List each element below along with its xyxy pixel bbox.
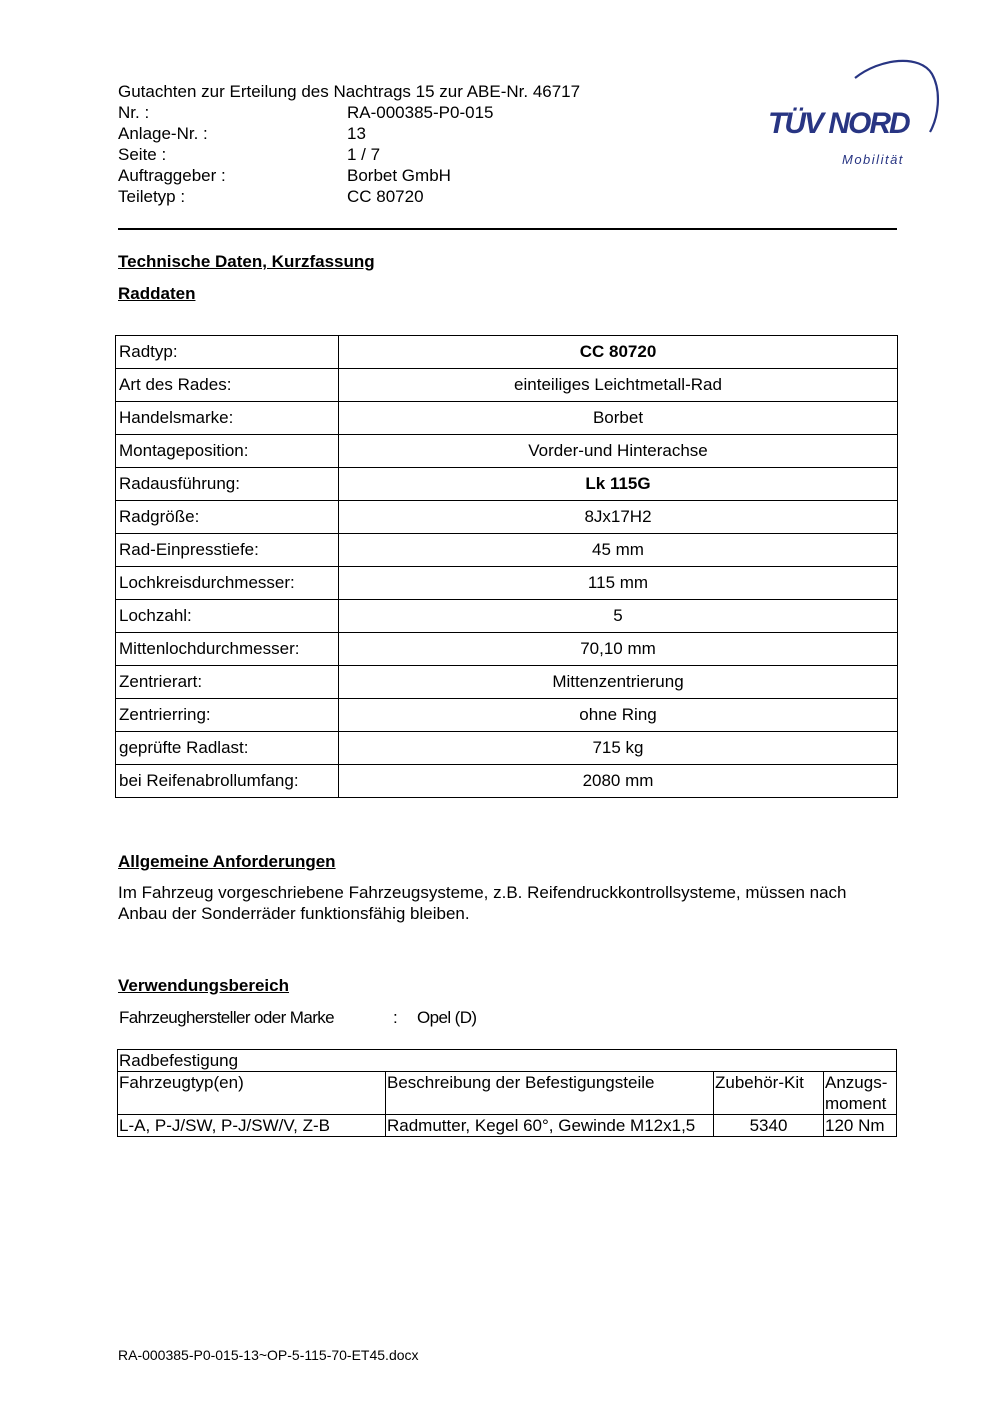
table-row [116, 765, 898, 798]
manufacturer-line [119, 1008, 476, 1028]
row-value: 45 mm [339, 534, 898, 567]
row-label: Montageposition: [116, 435, 339, 468]
header-value: 13 [347, 124, 366, 143]
header-value: Borbet GmbH [347, 166, 451, 185]
table-cell: 5340 [714, 1115, 824, 1137]
row-label: Radtyp: [116, 336, 339, 369]
column-header: Fahrzeugtyp(en) [118, 1072, 386, 1115]
logo-subtitle: Mobilität [842, 152, 904, 167]
table-row [116, 501, 898, 534]
row-value: 715 kg [339, 732, 898, 765]
header-label: Nr. : [118, 103, 150, 122]
row-value: Mittenzentrierung [339, 666, 898, 699]
row-value: 2080 mm [339, 765, 898, 798]
table-caption: Radbefestigung [118, 1050, 897, 1072]
row-value: einteiliges Leichtmetall-Rad [339, 369, 898, 402]
row-label: Radgröße: [116, 501, 339, 534]
row-label: Lochkreisdurchmesser: [116, 567, 339, 600]
table-row [118, 1115, 897, 1137]
header-row-teiletyp [118, 186, 580, 207]
header-label: Teiletyp : [118, 187, 186, 206]
table-row [116, 699, 898, 732]
table-row [116, 732, 898, 765]
raddaten-table [115, 335, 898, 798]
manufacturer-label: Fahrzeughersteller oder Marke [119, 1008, 335, 1027]
table-cell: L-A, P-J/SW, P-J/SW/V, Z-B [118, 1115, 386, 1137]
column-header: Beschreibung der Befestigungsteile [386, 1072, 714, 1115]
row-label: Lochzahl: [116, 600, 339, 633]
row-label: Zentrierart: [116, 666, 339, 699]
row-label: Rad-Einpresstiefe: [116, 534, 339, 567]
row-value: 8Jx17H2 [339, 501, 898, 534]
row-label: Handelsmarke: [116, 402, 339, 435]
row-value: Borbet [339, 402, 898, 435]
table-caption-row [118, 1050, 897, 1072]
row-label: geprüfte Radlast: [116, 732, 339, 765]
manufacturer-value: Opel (D) [417, 1008, 477, 1027]
row-value: 5 [339, 600, 898, 633]
column-header: Zubehör-Kit [714, 1072, 824, 1115]
table-row [116, 336, 898, 369]
table-row [116, 402, 898, 435]
table-row [116, 534, 898, 567]
table-row [116, 435, 898, 468]
section-subtitle: Raddaten [118, 284, 196, 303]
table-row [116, 633, 898, 666]
header-label: Auftraggeber : [118, 166, 226, 185]
row-label: Zentrierring: [116, 699, 339, 732]
table-row [116, 600, 898, 633]
column-header: Anzugs-moment [824, 1072, 897, 1115]
table-cell: 120 Nm [824, 1115, 897, 1137]
header-label: Anlage-Nr. : [118, 124, 208, 143]
table-header-row [118, 1072, 897, 1115]
header-row-anlage [118, 123, 580, 144]
header-value: CC 80720 [347, 187, 424, 206]
table-row [116, 468, 898, 501]
header-divider [118, 228, 897, 230]
radbefestigung-table [117, 1049, 897, 1137]
footer-filename: RA-000385-P0-015-13~OP-5-115-70-ET45.docx [118, 1347, 419, 1363]
header-value: 1 / 7 [347, 145, 381, 164]
header-row-auftraggeber [118, 165, 580, 186]
allgemein-title: Allgemeine Anforderungen [118, 852, 336, 871]
header-value: RA-000385-P0-015 [347, 103, 494, 122]
header-row-seite [118, 144, 580, 165]
row-value: CC 80720 [339, 336, 898, 369]
logo-brand: TÜV NORD [768, 107, 909, 140]
section-title: Technische Daten, Kurzfassung [118, 252, 375, 271]
table-row [116, 369, 898, 402]
row-label: Art des Rades: [116, 369, 339, 402]
row-value: Lk 115G [339, 468, 898, 501]
table-row [116, 666, 898, 699]
manufacturer-separator: : [393, 1008, 398, 1027]
allgemein-text: Im Fahrzeug vorgeschriebene Fahrzeugsysteme, z.B. Reifendruckkontrollsysteme, müssen nach Anbau der Sonderräder funktionsfähig bleiben. [118, 883, 847, 923]
verwendung-title: Verwendungsbereich [118, 976, 289, 995]
row-label: Mittenlochdurchmesser: [116, 633, 339, 666]
document-header [118, 81, 580, 207]
table-row [116, 567, 898, 600]
row-value: 70,10 mm [339, 633, 898, 666]
header-row-nr [118, 102, 580, 123]
row-label: bei Reifenabrollumfang: [116, 765, 339, 798]
table-cell: Radmutter, Kegel 60°, Gewinde M12x1,5 [386, 1115, 714, 1137]
header-label: Seite : [118, 145, 167, 164]
row-value: Vorder-und Hinterachse [339, 435, 898, 468]
row-value: 115 mm [339, 567, 898, 600]
document-title: Gutachten zur Erteilung des Nachtrags 15 zur ABE-Nr. 46717 [118, 82, 581, 101]
row-label: Radausführung: [116, 468, 339, 501]
row-value: ohne Ring [339, 699, 898, 732]
